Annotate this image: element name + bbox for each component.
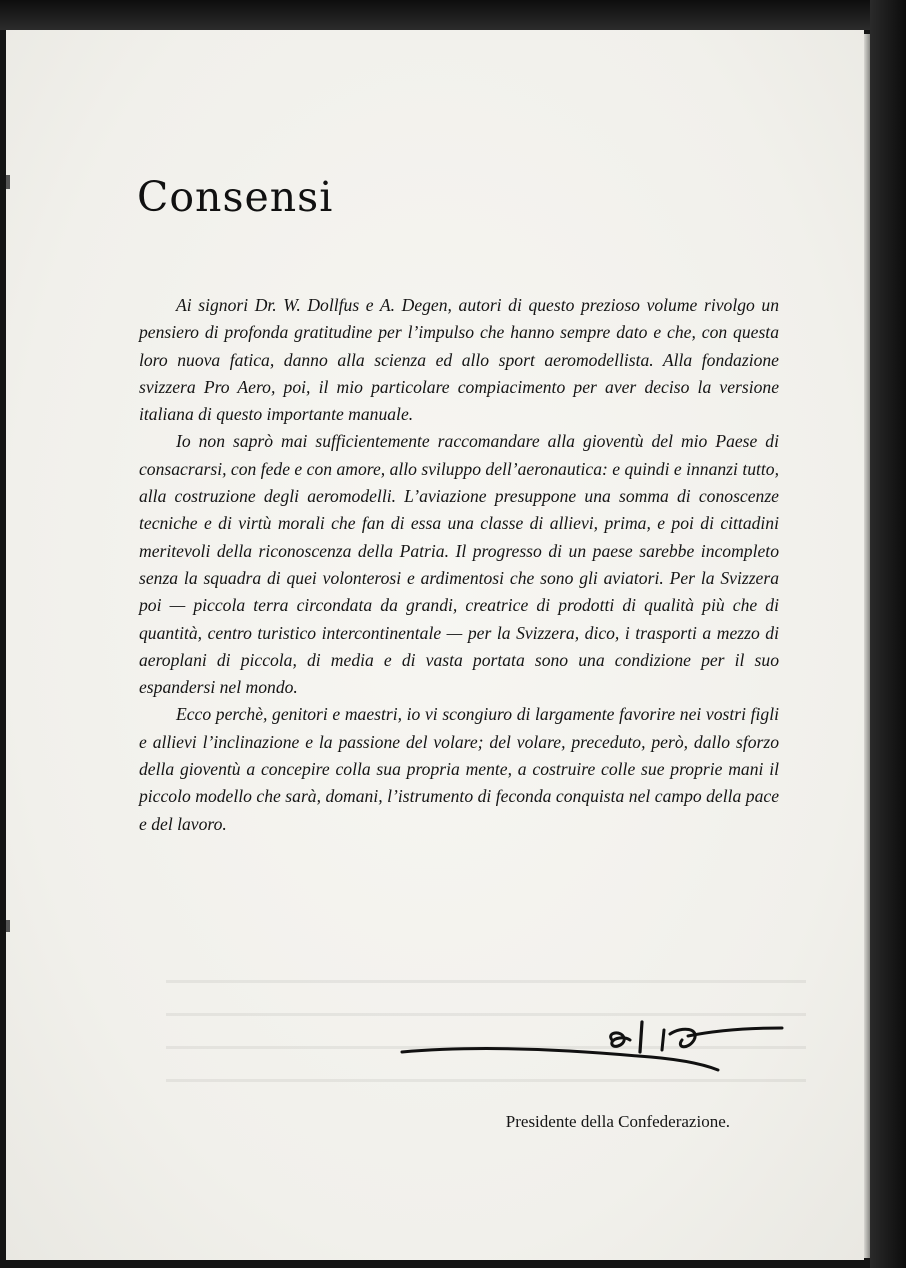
book-page bbox=[6, 30, 864, 1260]
paragraph-dedication: Ai signori Dr. W. Dollfus e A. Degen, autori di questo prezioso volume rivolgo un pensiero di profonda gratitudine per l’impulso che hanno sempre dato e che, con questa loro nuova fatica, danno alla scienza ed allo sport aeromodellista. Alla fondazione svizzera Pro Aero, poi, il mio particolare compiacimento per aver deciso la versione italiana di questo importante manuale. bbox=[139, 295, 779, 425]
handwritten-signature bbox=[398, 1018, 788, 1078]
book-binding bbox=[870, 0, 906, 1268]
page-mark bbox=[6, 920, 10, 932]
scan-top-border bbox=[0, 0, 906, 30]
page-mark bbox=[6, 175, 10, 189]
body-text bbox=[139, 292, 779, 838]
paragraph-appeal: Ecco perchè, genitori e maestri, io vi scongiuro di largamente favorire nei vostri figli e allievi l’inclinazione e la passione del volare; del volare, preceduto, però, dallo sforzo della gioventù a concepire colla sua propria mente, a costruire colle sue proprie mani il piccolo modello che sarà, domani, l’istrumento di feconda conquista nel campo della pace e del lavoro. bbox=[139, 704, 779, 834]
page-title: Consensi bbox=[137, 173, 334, 221]
paragraph-youth-aviation: Io non saprò mai sufficientemente raccomandare alla gioventù del mio Paese di consacrarsi, con fede e con amore, allo sviluppo dell’aeronautica: e quindi e innanzi tutto, alla costruzione degli aeromodelli. L’aviazione presuppone una somma di conoscenze tecniche e di virtù morali che fan di essa una classe di allievi, prima, e poi di cittadini meritevoli della riconoscenza della Patria. Il progresso di un paese sarebbe incompleto senza la squadra di quei volonterosi e ardimentosi che sono gli aviatori. Per la Svizzera poi — piccola terra circondata da grandi, creatrice di prodotti di qualità più che di quantità, centro turistico intercontinentale — per la Svizzera, dico, i trasporti a mezzo di aeroplani di piccola, di media e di vasta portata sono una condizione per il suo espandersi nel mondo. bbox=[139, 431, 779, 698]
signatory-title: Presidente della Confederazione. bbox=[505, 1112, 730, 1131]
